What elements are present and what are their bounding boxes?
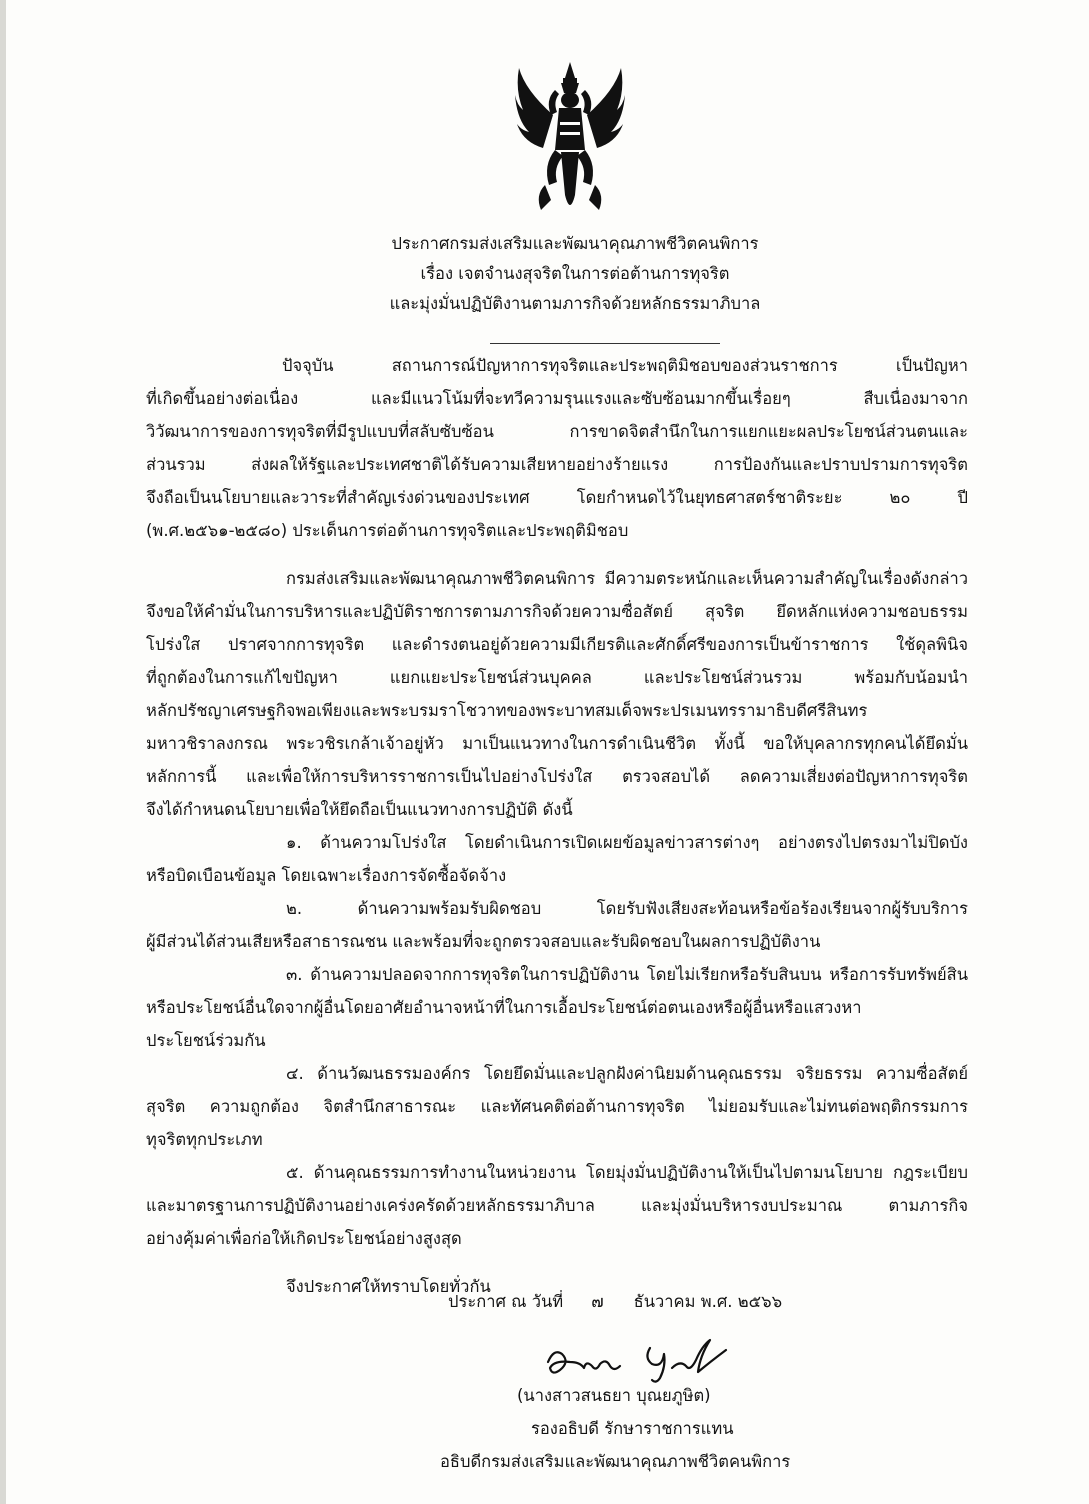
date-prefix: ประกาศ ณ วันที่	[448, 1292, 564, 1311]
para1-line: ปัจจุบัน สถานการณ์ปัญหาการทุจริตและประพฤติมิชอบของส่วนราชการ เป็นปัญหา	[282, 356, 968, 375]
para2-line: กรมส่งเสริมและพัฒนาคุณภาพชีวิตคนพิการ มีความตระหนักและเห็นความสำคัญในเรื่องดังกล่าว	[286, 569, 968, 588]
para1-line: (พ.ศ.๒๕๖๑-๒๕๘๐) ประเด็นการต่อต้านการทุจริตและประพฤติมิชอบ	[146, 521, 629, 540]
para2-line: มหาวชิราลงกรณ พระวชิรเกล้าเจ้าอยู่หัว มาเป็นแนวทางในการดำเนินชีวิต ทั้งนี้ ขอให้บุคลากรทุกคนได้ยึดมั่น	[146, 734, 968, 753]
policy-item-2-line: ผู้มีส่วนได้ส่วนเสียหรือสาธารณชน และพร้อมที่จะถูกตรวจสอบและรับผิดชอบในผลการปฏิบัติงาน	[146, 932, 821, 951]
para2-line: โปร่งใส ปราศจากการทุจริต และดำรงตนอยู่ด้วยความมีเกียรติและศักดิ์ศรีของการเป็นข้าราชการ ใช้ดุลพินิจ	[146, 635, 968, 654]
policy-item-4-line: ทุจริตทุกประเภท	[146, 1130, 263, 1149]
heading-line-1: ประกาศกรมส่งเสริมและพัฒนาคุณภาพชีวิตคนพิการ	[391, 234, 759, 253]
policy-item-3-line: ประโยชน์ร่วมกัน	[146, 1031, 266, 1050]
policy-item-4-line: ๔. ด้านวัฒนธรรมองค์กร โดยยึดมั่นและปลูกฝังค่านิยมด้านคุณธรรม จริยธรรม ความซื่อสัตย์	[286, 1064, 968, 1083]
policy-item-1-line: หรือบิดเบือนข้อมูล โดยเฉพาะเรื่องการจัดซื้อจัดจ้าง	[146, 866, 507, 885]
announcement-heading	[280, 229, 870, 319]
closing-statement: จึงประกาศให้ทราบโดยทั่วกัน	[286, 1277, 491, 1296]
signatory-position-2: อธิบดีกรมส่งเสริมและพัฒนาคุณภาพชีวิตคนพิการ	[440, 1452, 791, 1471]
policy-item-2-line: ๒. ด้านความพร้อมรับผิดชอบ โดยรับฟังเสียงสะท้อนหรือข้อร้องเรียนจากผู้รับบริการ	[286, 899, 968, 918]
para2-line: ที่ถูกต้องในการแก้ไขปัญหา แยกแยะประโยชน์ส่วนบุคคล และประโยชน์ส่วนรวม พร้อมกับน้อมนำ	[146, 668, 968, 687]
policy-item-4-line: สุจริต ความถูกต้อง จิตสำนึกสาธารณะ และทัศนคติต่อต้านการทุจริต ไม่ยอมรับและไม่ทนต่อพฤติกรรมการ	[146, 1097, 968, 1116]
para1-line: วิวัฒนาการของการทุจริตที่มีรูปแบบที่สลับซับซ้อน การขาดจิตสำนึกในการแยกแยะผลประโยชน์ส่วนตนและ	[146, 422, 968, 441]
para1-line: ส่วนรวม ส่งผลให้รัฐและประเทศชาติได้รับความเสียหายอย่างร้ายแรง การป้องกันและปราบปรามการทุจริต	[146, 455, 968, 474]
para2-line: หลักการนี้ และเพื่อให้การบริหารราชการเป็นไปอย่างโปร่งใส ตรวจสอบได้ ลดความเสี่ยงต่อปัญหาการทุจริต	[146, 767, 968, 786]
heading-line-2: เรื่อง เจตจำนงสุจริตในการต่อต้านการทุจริต	[420, 264, 730, 283]
policy-item-5-line: และมาตรฐานการปฏิบัติงานอย่างเคร่งครัดด้วยหลักธรรมาภิบาล และมุ่งมั่นบริหารงบประมาณ ตามภารกิจ	[146, 1196, 968, 1215]
heading-line-3: และมุ่งมั่นปฏิบัติงานตามภารกิจด้วยหลักธรรมาภิบาล	[389, 294, 761, 313]
para1-line: ที่เกิดขึ้นอย่างต่อเนื่อง และมีแนวโน้มที่จะทวีความรุนแรงและซับซ้อนมากขึ้นเรื่อยๆ สืบเนื่องมาจาก	[146, 389, 968, 408]
signatory-name: (นางสาวสนธยา บุณยภูษิต)	[517, 1386, 711, 1405]
page-edge-shadow	[0, 0, 6, 1504]
signatory-position-1: รองอธิบดี รักษาราชการแทน	[531, 1419, 734, 1438]
date-day: ๗	[591, 1292, 604, 1311]
para2-line: หลักปรัชญาเศรษฐกิจพอเพียงและพระบรมราโชวาทของพระบาทสมเด็จพระปรเมนทรรามาธิบดีศรีสินทร	[146, 701, 868, 720]
para2-line: จึงได้กำหนดนโยบายเพื่อให้ยึดถือเป็นแนวทางการปฏิบัติ ดังนี้	[146, 800, 573, 819]
date-rest: ธันวาคม พ.ศ. ๒๕๖๖	[633, 1292, 783, 1311]
policy-item-5-line: อย่างคุ้มค่าเพื่อก่อให้เกิดประโยชน์อย่างสูงสุด	[146, 1229, 462, 1248]
policy-item-3-line: หรือประโยชน์อื่นใดจากผู้อื่นโดยอาศัยอำนาจหน้าที่ในการเอื้อประโยชน์ต่อตนเองหรือผู้อื่นหรือแสวงหา	[146, 998, 862, 1017]
policy-item-3-line: ๓. ด้านความปลอดจากการทุจริตในการปฏิบัติงาน โดยไม่เรียกหรือรับสินบน หรือการรับทรัพย์สิน	[286, 965, 968, 984]
para2-line: จึงขอให้คำมั่นในการบริหารและปฏิบัติราชการตามภารกิจด้วยความซื่อสัตย์ สุจริต ยึดหลักแห่งความชอบธรรม	[146, 602, 968, 621]
policy-item-5-line: ๕. ด้านคุณธรรมการทำงานในหน่วยงาน โดยมุ่งมั่นปฏิบัติงานให้เป็นไปตามนโยบาย กฎระเบียบ	[286, 1163, 968, 1182]
policy-item-1-line: ๑. ด้านความโปร่งใส โดยดำเนินการเปิดเผยข้อมูลข่าวสารต่างๆ อย่างตรงไปตรงมาไม่ปิดบัง	[286, 833, 968, 852]
announcement-date	[448, 1289, 782, 1315]
heading-divider	[490, 343, 720, 344]
para1-line: จึงถือเป็นนโยบายและวาระที่สำคัญเร่งด่วนของประเทศ โดยกำหนดไว้ในยุทธศาสตร์ชาติระยะ ๒๐ ปี	[146, 488, 968, 507]
garuda-emblem-icon	[515, 60, 625, 215]
signature-image	[540, 1332, 740, 1387]
